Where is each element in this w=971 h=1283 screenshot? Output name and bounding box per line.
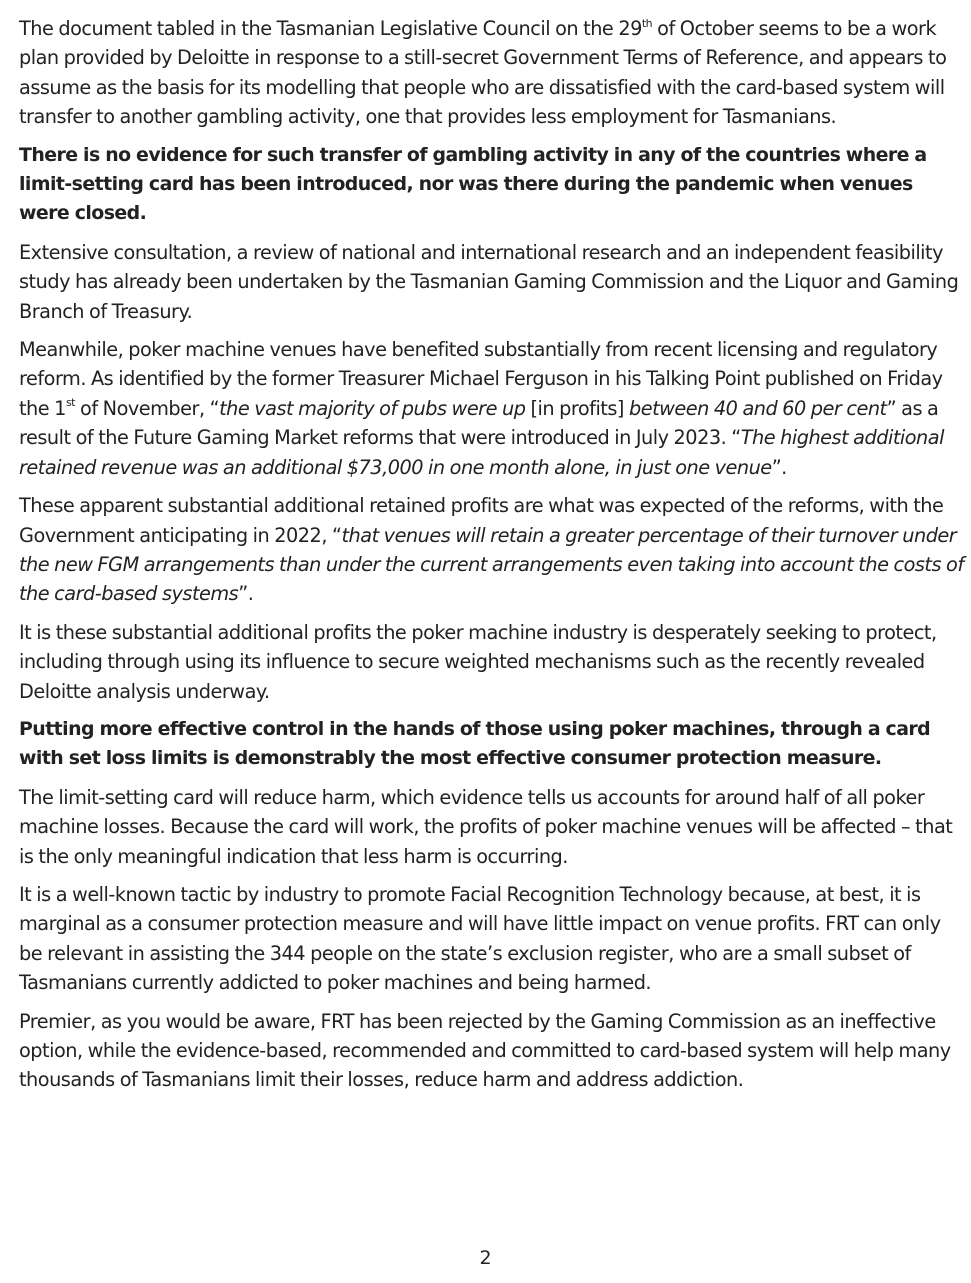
quote-italic: between 40 and 60 per cent (628, 396, 887, 420)
quote-italic: The highest additional retained revenue was an additional $73,000 in one month alone, in just one venue (19, 426, 944, 479)
text-run: [in profits] (525, 396, 629, 420)
text-run: of October seems to be a work plan provided by Deloitte in response to a still-secret Government Terms of Reference, and appears to assume as the basis for its modelling that people who are dissatisfied with the card-based system will transfer to another gambling activity, one that provides less employment for Tasmanians. (19, 17, 947, 129)
text-run: ”. (238, 582, 254, 606)
paragraph-industry-protection: It is these substantial additional profits the poker machine industry is desperately seeking to protect, including through using its influence to secure weighted mechanisms such as the recently revealed Deloitte analysis underway. (19, 620, 937, 703)
text-run: Meanwhile, poker machine venues have benefited substantially from recent licensing and regulatory reform. As identified by the former Treasurer Michael Ferguson in his Talking Point published on Friday the 1 (19, 338, 943, 420)
text-run: These apparent substantial additional retained profits are what was expected of the reforms, with the Government anticipating in 2022, “ (19, 494, 944, 547)
paragraph-venue-benefits (19, 335, 967, 482)
text-run: The document tabled in the Tasmanian Legislative Council on the 29 (19, 17, 642, 40)
paragraph-consultation: Extensive consultation, a review of national and international research and an independent feasibility study has already been undertaken by the Tasmanian Gaming Commission and the Liquor and Gaming Branch of Treasury. (19, 240, 959, 323)
paragraph-retained-profits (19, 491, 967, 609)
quote-italic: the vast majority of pubs were up (219, 396, 526, 420)
text-run: ”. (771, 455, 787, 479)
paragraph-frt-tactic: It is a well-known tactic by industry to promote Facial Recognition Technology because, at best, it is marginal as a consumer protection measure and will have little impact on venue profits. FRT can only be relevant in assisting the 344 people on the state’s exclusion register, who are a small subset of Tasmanians currently addicted to poker machines and being harmed. (19, 882, 941, 995)
ordinal-suffix: th (641, 16, 653, 30)
paragraph-effective-control: Putting more effective control in the hands of those using poker machines, through a card with set loss limits is demonstrably the most effective consumer protection measure. (19, 717, 931, 770)
text-run: ” as a result of the Future Gaming Market reforms that were introduced in July 2023. “ (19, 396, 939, 450)
text-run: of November, “ (75, 396, 220, 420)
ordinal-suffix: st (65, 396, 75, 410)
quote-italic: that venues will retain a greater percentage of their turnover under the new FGM arrangements than under the current arrangements even taking into account the costs of the card-based systems (19, 523, 964, 606)
paragraph-deloitte-work-plan (19, 14, 967, 132)
paragraph-premier: Premier, as you would be aware, FRT has been rejected by the Gaming Commission as an ineffective option, while the evidence-based, recommended and committed to card-based system will help many thousands of Tasmanians limit their losses, reduce harm and address addiction. (19, 1009, 951, 1092)
paragraph-limit-card: The limit-setting card will reduce harm, which evidence tells us accounts for around half of all poker machine losses. Because the card will work, the profits of poker machine venues will be affected – that is the only meaningful indication that less harm is occurring. (19, 785, 953, 868)
document-body (19, 14, 967, 1104)
page-number: 2 (479, 1247, 492, 1269)
paragraph-no-evidence: There is no evidence for such transfer of gambling activity in any of the countries where a limit-setting card has been introduced, nor was there during the pandemic when venues were closed. (19, 143, 927, 225)
